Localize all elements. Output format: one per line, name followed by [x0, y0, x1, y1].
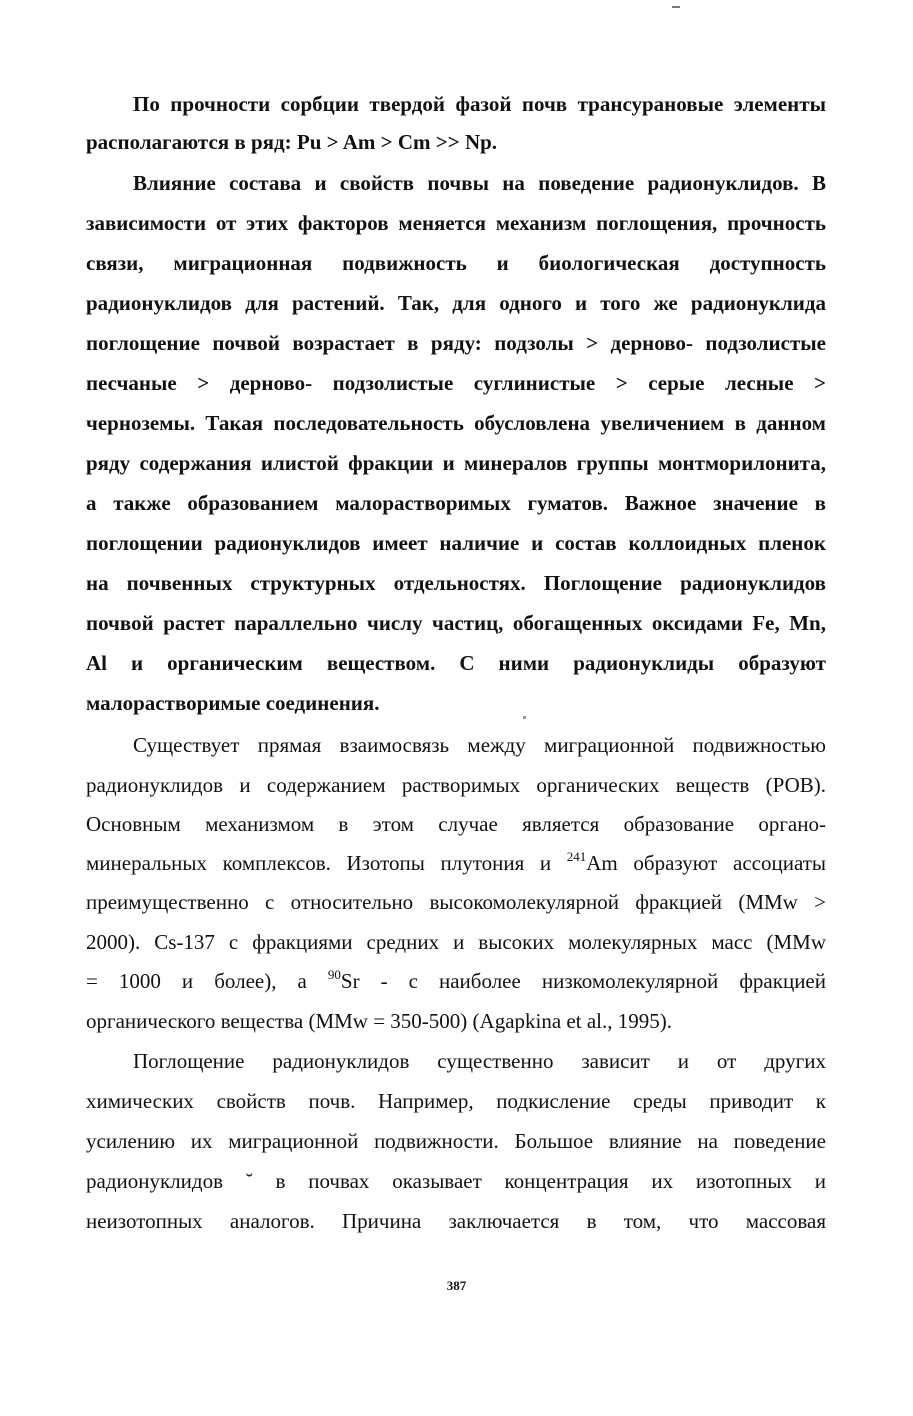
- text-line-with-superscript: [86, 849, 826, 877]
- text-line: Существует прямая взаимосвязь между миграционной подвижностью: [133, 733, 826, 757]
- text-line: Основным механизмом в этом случае является образование органо-: [86, 812, 826, 836]
- text-line: По прочности сорбции твердой фазой почв трансурановые элементы: [133, 92, 826, 116]
- text-line: органического вещества (MMw = 350-500) (Agapkina et al., 1995).: [86, 1009, 672, 1033]
- text-line: усилению их миграционной подвижности. Большое влияние на поведение: [86, 1129, 826, 1153]
- text-line: радионуклидов и содержанием растворимых органических веществ (РОВ).: [86, 773, 826, 797]
- text-line: ряду содержания илистой фракции и минералов группы монтморилонита,: [86, 451, 826, 475]
- scan-speck: [523, 716, 526, 719]
- text-line: черноземы. Такая последовательность обусловлена увеличением в данном: [86, 411, 826, 435]
- text-line: неизотопных аналогов. Причина заключается в том, что массовая: [86, 1209, 826, 1233]
- text-fragment: Am образуют ассоциаты: [586, 851, 826, 875]
- text-line-with-superscript: [86, 967, 826, 995]
- text-fragment: минеральных комплексов. Изотопы плутония и: [86, 851, 567, 875]
- text-line: Влияние состава и свойств почвы на поведение радионуклидов. В: [133, 171, 826, 195]
- page-number: 387: [446, 1278, 467, 1293]
- text-line: радионуклидов для растений. Так, для одного и того же радионуклида: [86, 291, 826, 315]
- text-line: Поглощение радионуклидов существенно зависит и от других: [133, 1049, 826, 1073]
- text-line: на почвенных структурных отдельностях. Поглощение радионуклидов: [86, 571, 826, 595]
- text-line: 2000). Cs-137 с фракциями средних и высоких молекулярных масс (MMw: [86, 930, 826, 954]
- text-line: располагаются в ряд: Pu > Am > Cm >> Np.: [86, 130, 498, 154]
- isotope-mass-number: 90: [327, 967, 341, 982]
- isotope-mass-number: 241: [566, 849, 587, 864]
- text-line: радионуклидов ˘ в почвах оказывает концентрация их изотопных и: [86, 1169, 826, 1193]
- text-line: а также образованием малорастворимых гуматов. Важное значение в: [86, 491, 826, 515]
- text-line: преимущественно с относительно высокомолекулярной фракцией (MMw >: [86, 890, 826, 914]
- text-line: малорастворимые соединения.: [86, 691, 380, 715]
- text-line: зависимости от этих факторов меняется механизм поглощения, прочность: [86, 211, 826, 235]
- text-line: Al и органическим веществом. С ними радионуклиды образуют: [86, 651, 826, 675]
- text-line: химических свойств почв. Например, подкисление среды приводит к: [86, 1089, 826, 1113]
- scan-mark: [672, 6, 680, 8]
- text-line: связи, миграционная подвижность и биологическая доступность: [86, 251, 826, 275]
- text-line: песчаные > дерново- подзолистые суглинистые > серые лесные >: [86, 371, 826, 395]
- text-line: почвой растет параллельно числу частиц, обогащенных оксидами Fe, Mn,: [86, 611, 826, 635]
- text-line: поглощение почвой возрастает в ряду: подзолы > дерново- подзолистые: [86, 331, 826, 355]
- text-fragment: Sr - с наиболее низкомолекулярной фракцией: [340, 969, 826, 993]
- text-fragment: = 1000 и более), а: [86, 969, 328, 993]
- text-line: поглощении радионуклидов имеет наличие и состав коллоидных пленок: [86, 531, 826, 555]
